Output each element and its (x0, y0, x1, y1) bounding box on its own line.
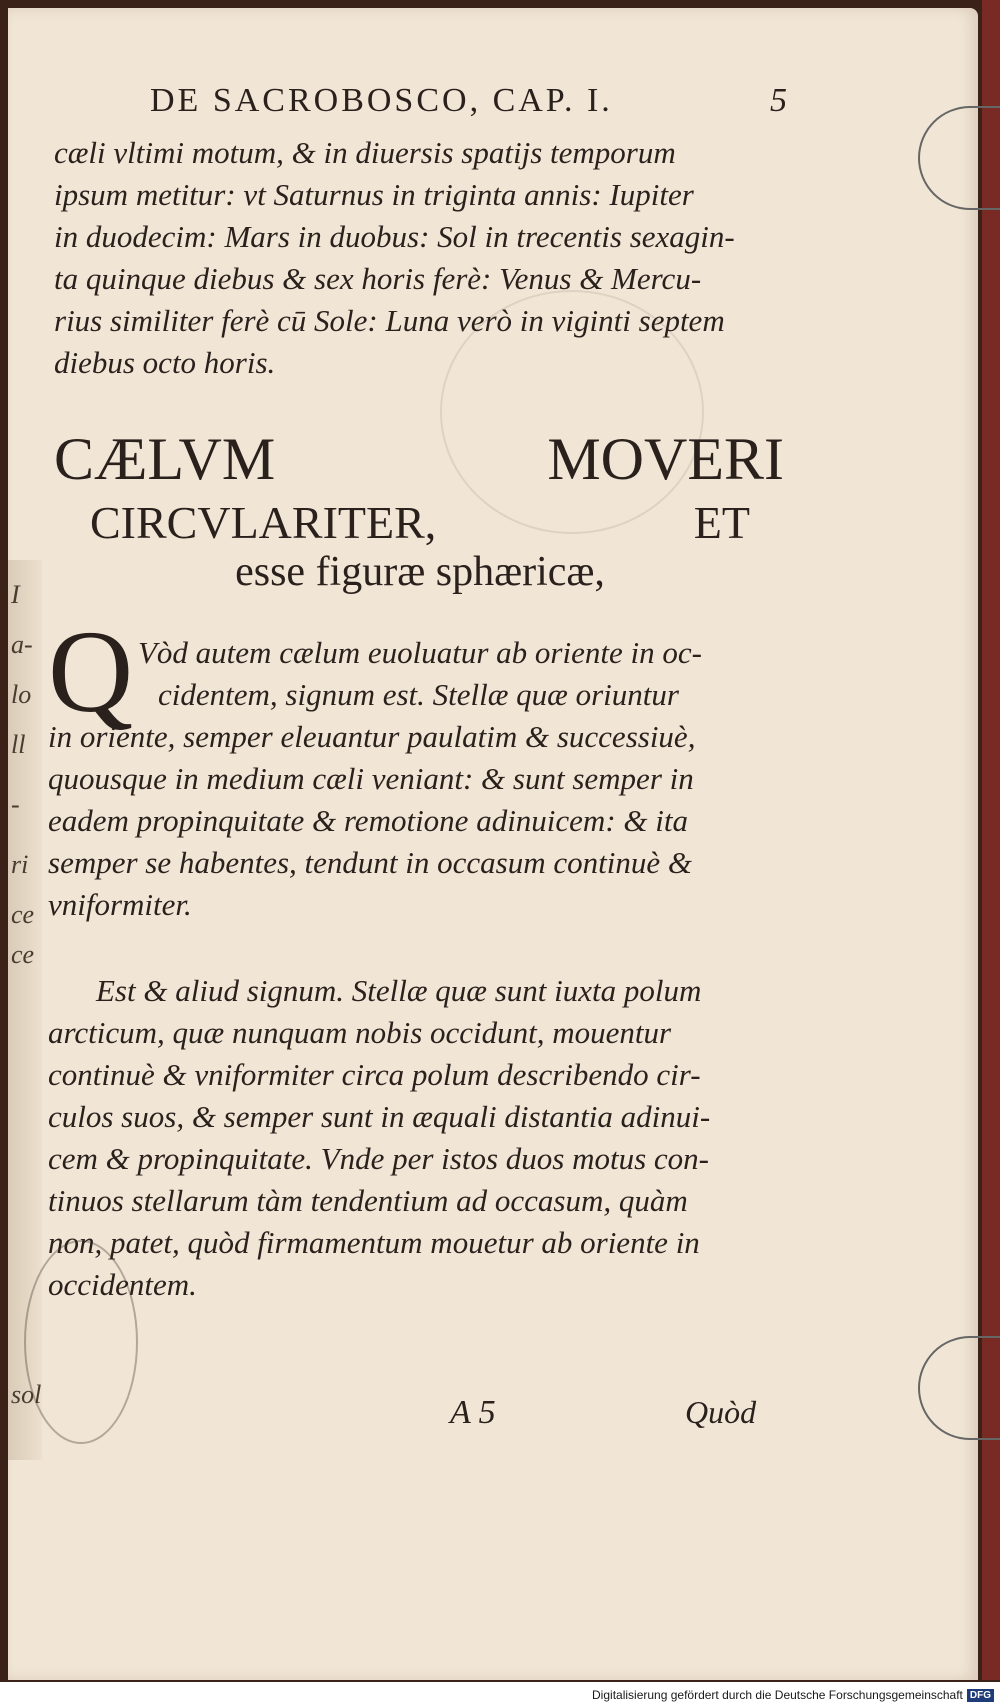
text-line: ta quinque diebus & sex horis ferè: Venus & Mercu- (54, 261, 702, 296)
facing-page-fragment: ce (11, 900, 35, 929)
heading-line-1 (54, 425, 784, 491)
paragraph-1 (54, 132, 784, 384)
heading-word: MOVERI (547, 426, 784, 492)
facing-page-fragment: - (11, 790, 20, 819)
facing-page-fragment: ri (11, 850, 29, 879)
text-line: non, patet, quòd firmamentum mouetur ab oriente in (48, 1225, 700, 1260)
text-line: cæli vltimi motum, & in diuersis spatijs temporum (54, 135, 676, 170)
heading-line-3: esse figuræ sphæricæ, (235, 549, 605, 595)
facing-page-fragment: lo (11, 680, 32, 709)
facing-page-fragment: I (11, 580, 20, 609)
text-line: ipsum metitur: vt Saturnus in triginta annis: Iupiter (54, 177, 694, 212)
text-line: arcticum, quæ nunquam nobis occidunt, mouentur (48, 1015, 672, 1050)
digitization-footer (0, 1682, 1000, 1708)
heading-word: CÆLVM (54, 426, 276, 492)
text-line: rius similiter ferè cū Sole: Luna verò in viginti septem (54, 303, 725, 338)
running-head-title: DE SACROBOSCO, CAP. I. (150, 82, 613, 119)
text-line: cem & propinquitate. Vnde per istos duos motus con- (48, 1141, 709, 1176)
page-number: 5 (770, 82, 790, 119)
dfg-logo: DFG (967, 1689, 994, 1702)
catchword: Quòd (685, 1394, 757, 1430)
text-line: semper se habentes, tendunt in occasum continuè & (48, 845, 692, 880)
paragraph-3 (48, 970, 778, 1306)
text-line: Est & aliud signum. Stellæ quæ sunt iuxta polum (96, 973, 702, 1008)
drop-cap-initial: Q (48, 606, 134, 737)
facing-page-fragment: ll (11, 730, 26, 759)
text-line: cidentem, signum est. Stellæ quæ oriuntur (158, 677, 679, 712)
heading-word: CIRCVLARITER, (90, 497, 437, 548)
text-line: vniformiter. (48, 887, 192, 922)
text-line: culos suos, & semper sunt in æquali distantia adinui- (48, 1099, 711, 1134)
text-line: occidentem. (48, 1267, 197, 1302)
text-line: eadem propinquitate & remotione adinuicem: & ita (48, 803, 688, 838)
signature-mark: A 5 (450, 1394, 496, 1431)
heading-line-2 (90, 496, 750, 552)
text-line: continuè & vniformiter circa polum describendo cir- (48, 1057, 701, 1092)
running-head (150, 82, 790, 124)
text-line: diebus octo horis. (54, 345, 276, 380)
text-line: in oriente, semper eleuantur paulatim & successiuè, (48, 719, 696, 754)
text-line: quousque in medium cæli veniant: & sunt semper in (48, 761, 694, 796)
facing-page-fragment: ce (11, 940, 35, 969)
paragraph-2 (48, 632, 778, 926)
footer-text: Digitalisierung gefördert durch die Deutsche Forschungsgemeinschaft (592, 1688, 963, 1702)
heading-word: ET (693, 497, 750, 548)
text-line: in duodecim: Mars in duobus: Sol in trecentis sexagin- (54, 219, 735, 254)
text-line: Vòd autem cælum euoluatur ab oriente in oc- (138, 635, 702, 670)
facing-page-fragment: sol (11, 1380, 41, 1409)
text-line: tinuos stellarum tàm tendentium ad occasum, quàm (48, 1183, 688, 1218)
facing-page-fragment: a- (11, 630, 33, 659)
